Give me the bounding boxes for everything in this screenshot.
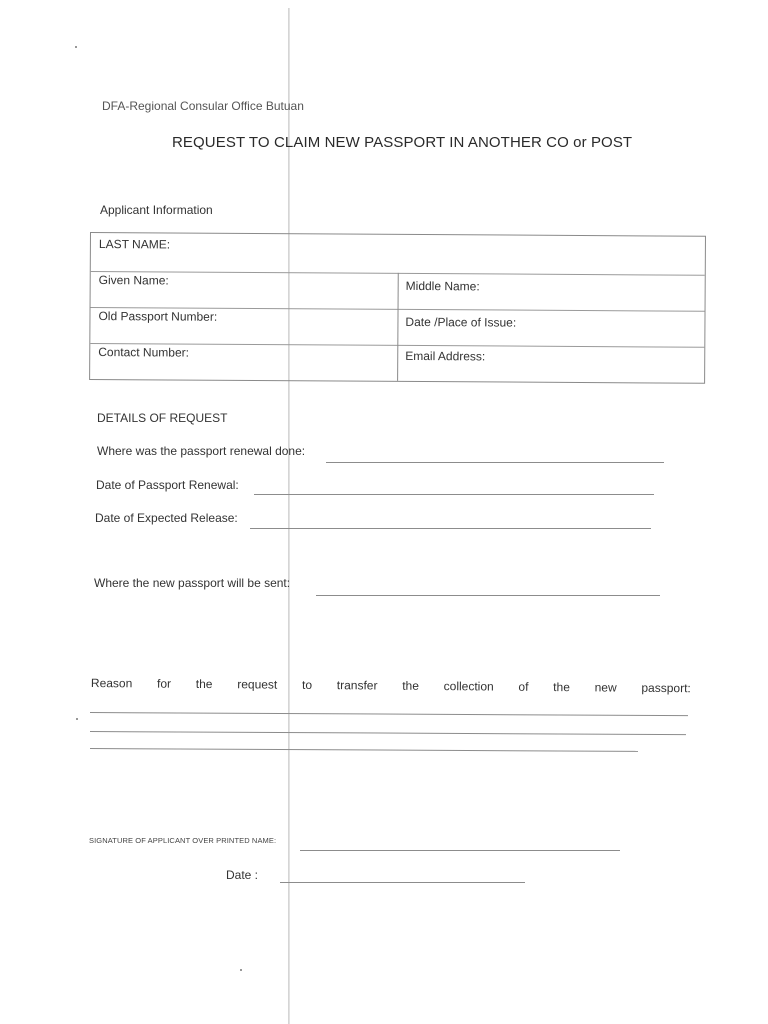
scan-fold-line (288, 8, 290, 1024)
reason-word: the (553, 680, 570, 695)
reason-word: for (157, 676, 172, 691)
reason-word: collection (443, 679, 494, 694)
date-place-of-issue-field[interactable]: Date /Place of Issue: (405, 314, 517, 330)
renewal-place-label: Where was the passport renewal done: (97, 444, 306, 458)
given-name-field[interactable]: Given Name: (98, 273, 169, 288)
middle-name-field[interactable]: Middle Name: (405, 278, 480, 294)
reason-word: to (301, 677, 313, 692)
contact-number-field[interactable]: Contact Number: (98, 345, 190, 360)
scan-speck (75, 46, 77, 48)
reason-line-2[interactable] (90, 731, 686, 735)
sent-to-label: Where the new passport will be sent: (94, 576, 291, 590)
reason-label (91, 676, 691, 695)
reason-word: new (594, 680, 617, 695)
reason-word: passport: (641, 680, 691, 696)
reason-word: transfer (336, 678, 378, 693)
table-column-divider (397, 273, 399, 381)
reason-word: of (518, 679, 529, 694)
reason-word: the (195, 676, 213, 692)
last-name-field[interactable]: LAST NAME: (98, 237, 171, 252)
form-title: REQUEST TO CLAIM NEW PASSPORT IN ANOTHER CO or POST (172, 134, 633, 151)
details-section-title: DETAILS OF REQUEST (97, 411, 228, 425)
signature-line[interactable] (300, 850, 620, 851)
renewal-date-line[interactable] (254, 494, 654, 495)
scan-speck (76, 718, 78, 720)
applicant-section-title: Applicant Information (100, 203, 213, 217)
expected-release-line[interactable] (250, 528, 651, 529)
expected-release-label: Date of Expected Release: (95, 511, 238, 525)
renewal-date-label: Date of Passport Renewal: (96, 478, 239, 492)
sent-to-line[interactable] (316, 595, 660, 596)
date-label: Date : (226, 868, 259, 882)
applicant-info-table (89, 232, 706, 384)
reason-word: Reason (90, 676, 133, 691)
email-address-field[interactable]: Email Address: (405, 348, 486, 364)
reason-line-1[interactable] (90, 712, 688, 716)
signature-label: SIGNATURE OF APPLICANT OVER PRINTED NAME: (89, 836, 277, 845)
reason-line-3[interactable] (90, 748, 638, 752)
reason-word: the (402, 678, 419, 693)
scan-speck (240, 969, 242, 971)
date-line[interactable] (280, 882, 525, 883)
old-passport-number-field[interactable]: Old Passport Number: (98, 309, 218, 324)
renewal-place-line[interactable] (326, 462, 664, 463)
reason-word: request (237, 677, 278, 692)
office-name: DFA-Regional Consular Office Butuan (102, 99, 304, 113)
